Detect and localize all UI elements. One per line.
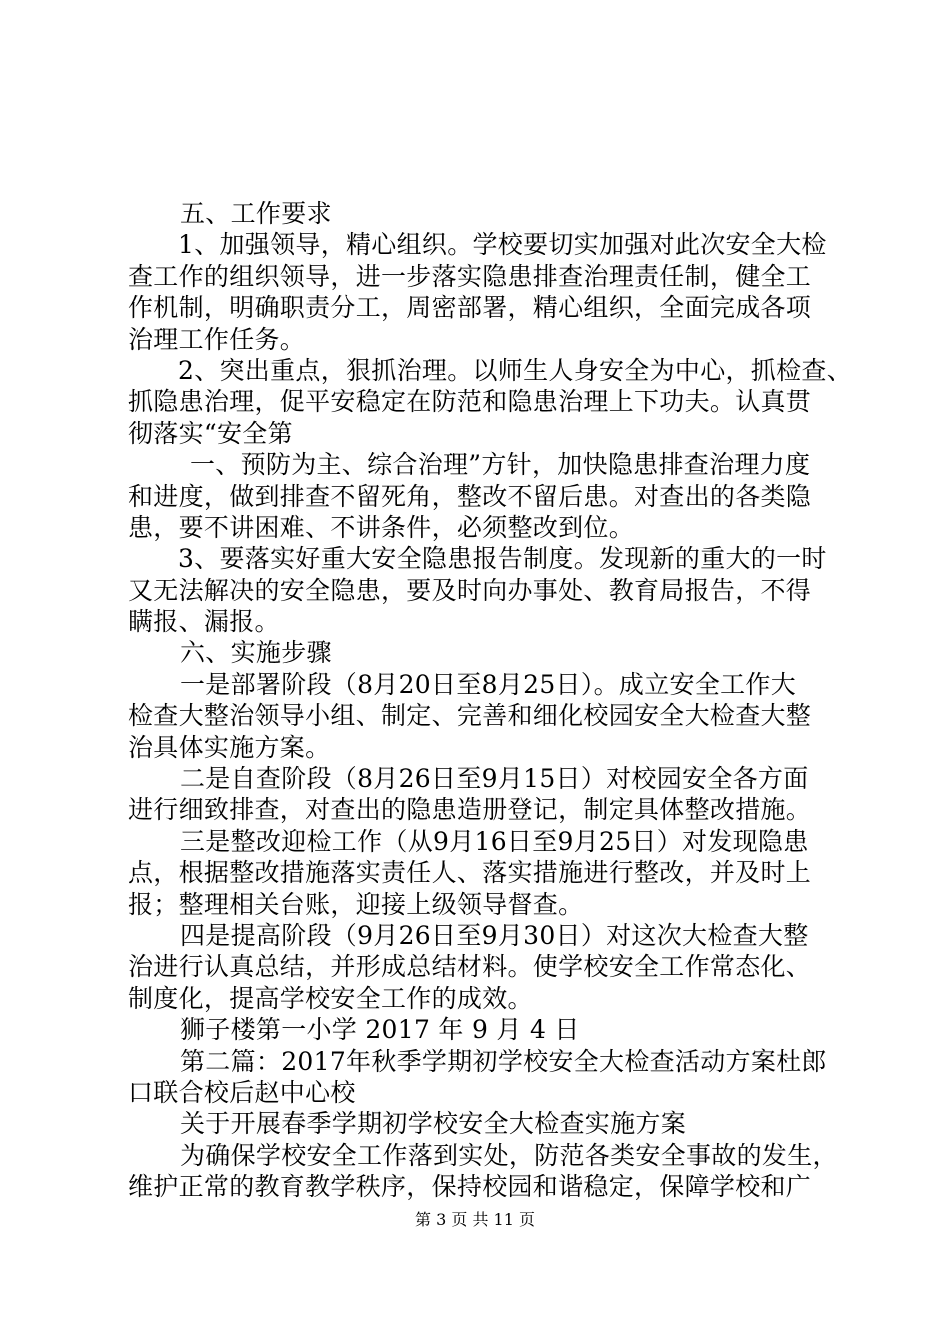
heading-implementation-steps: 六、实施步骤 bbox=[180, 638, 332, 668]
paragraph-line: 作机制，明确职责分工，周密部署，精心组织，全面完成各项 bbox=[128, 293, 812, 323]
paragraph-line: 为确保学校安全工作落到实处，防范各类安全事故的发生， bbox=[180, 1140, 838, 1170]
paragraph-line: 彻落实“安全第 bbox=[128, 418, 293, 448]
paragraph-line: 检查大整治领导小组、制定、完善和细化校园安全大检查大整 bbox=[128, 701, 812, 731]
section-title-line: 口联合校后赵中心校 bbox=[128, 1077, 356, 1107]
paragraph-line: 查工作的组织领导，进一步落实隐患排查治理责任制，健全工 bbox=[128, 261, 812, 291]
page-footer: 第 3 页 共 11 页 bbox=[415, 1210, 535, 1229]
document-body bbox=[128, 198, 853, 1203]
paragraph-line: 2、突出重点，狠抓治理。以师生人身安全为中心，抓检查、 bbox=[178, 355, 853, 385]
paragraph-line: 患，要不讲困难、不讲条件，必须整改到位。 bbox=[128, 512, 635, 542]
paragraph-line: 治具体实施方案。 bbox=[128, 732, 331, 762]
signature-line: 狮子楼第一小学 2017 年 9 月 4 日 bbox=[180, 1015, 580, 1045]
paragraph-line: 点，根据整改措施落实责任人、落实措施进行整改，并及时上 bbox=[128, 858, 812, 888]
paragraph-line: 3、要落实好重大安全隐患报告制度。发现新的重大的一时 bbox=[178, 544, 827, 574]
paragraph-line: 又无法解决的安全隐患，要及时向办事处、教育局报告，不得 bbox=[128, 575, 812, 605]
paragraph-line: 制度化，提高学校安全工作的成效。 bbox=[128, 983, 533, 1013]
paragraph-line: 一、预防为主、综合治理”方针，加快隐患排查治理力度 bbox=[190, 450, 811, 480]
paragraph-line: 维护正常的教育教学秩序，保持校园和谐稳定，保障学校和广 bbox=[128, 1172, 812, 1202]
heading-work-requirements: 五、工作要求 bbox=[180, 199, 332, 228]
paragraph-line: 三是整改迎检工作（从9月16日至9月25日）对发现隐患 bbox=[180, 826, 809, 856]
paragraph-line: 一是部署阶段（8月20日至8月25日）。成立安全工作大 bbox=[180, 669, 797, 699]
paragraph-line: 二是自查阶段（8月26日至9月15日）对校园安全各方面 bbox=[180, 764, 809, 794]
paragraph-line: 治理工作任务。 bbox=[128, 324, 306, 354]
paragraph-line: 治进行认真总结，并形成总结材料。使学校安全工作常态化、 bbox=[128, 952, 812, 982]
paragraph-line: 和进度，做到排查不留死角，整改不留后患。对查出的各类隐 bbox=[128, 481, 812, 511]
paragraph-line: 抓隐患治理，促平安稳定在防范和隐患治理上下功夫。认真贯 bbox=[128, 387, 812, 417]
paragraph-line: 四是提高阶段（9月26日至9月30日）对这次大检查大整 bbox=[180, 920, 809, 950]
paragraph-line: 1、加强领导，精心组织。学校要切实加强对此次安全大检 bbox=[178, 230, 827, 260]
paragraph-line: 报；整理相关台账，迎接上级领导督查。 bbox=[128, 889, 584, 919]
section-title-line: 第二篇：2017年秋季学期初学校安全大检查活动方案杜郎 bbox=[180, 1046, 827, 1076]
paragraph-line: 进行细致排查，对查出的隐患造册登记，制定具体整改措施。 bbox=[128, 795, 812, 825]
subtitle-line: 关于开展春季学期初学校安全大检查实施方案 bbox=[180, 1109, 687, 1139]
paragraph-line: 瞒报、漏报。 bbox=[128, 607, 280, 637]
